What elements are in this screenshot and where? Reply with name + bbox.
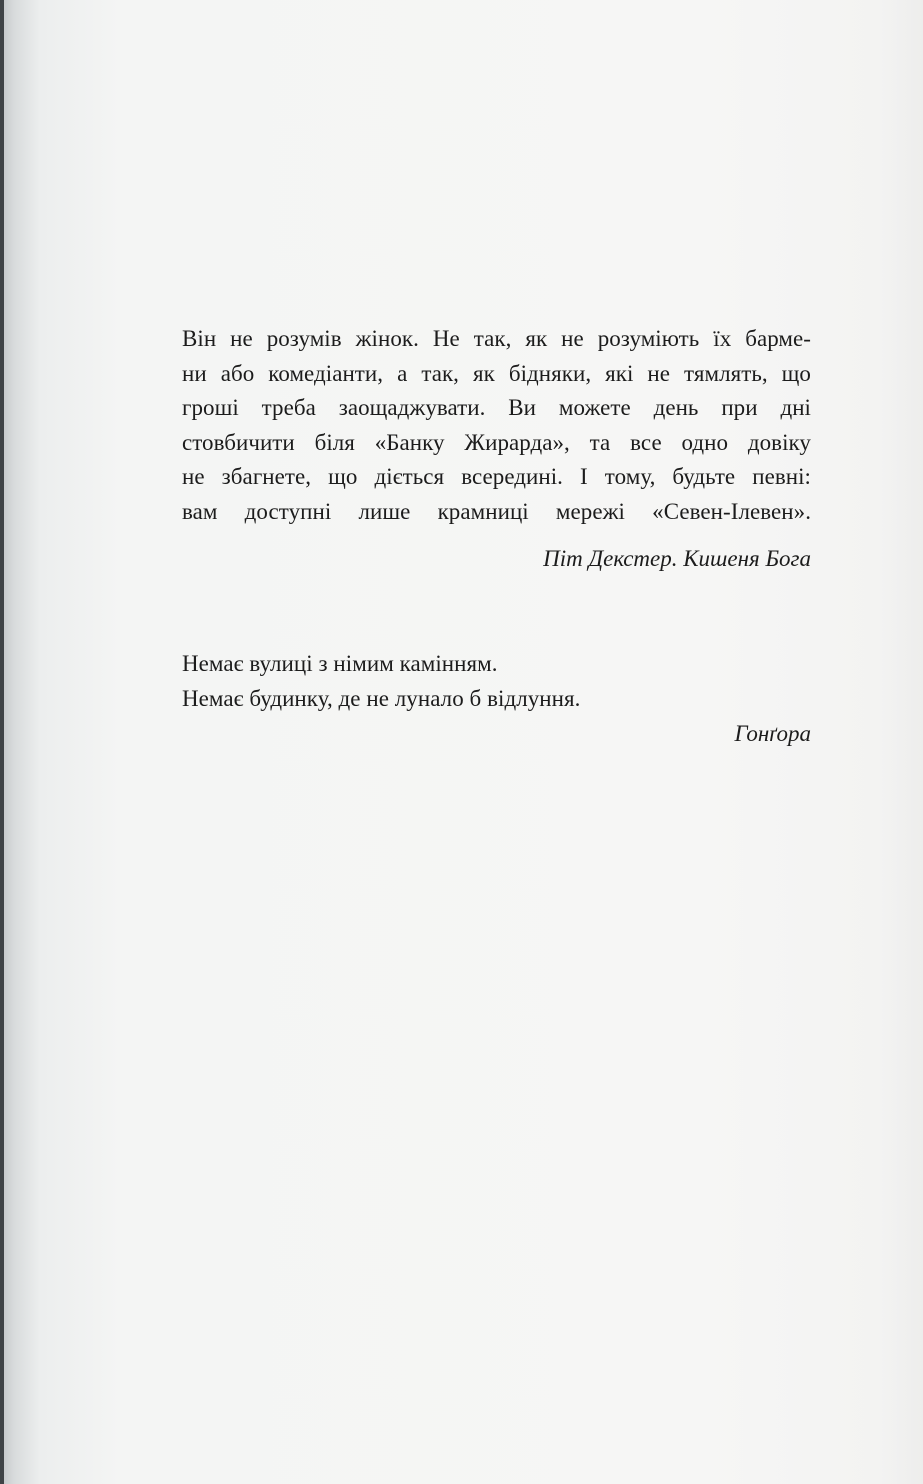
quote-line: Немає будинку, де не лунало б відлуння.: [182, 685, 581, 711]
epigraph-quote: [182, 322, 811, 529]
epigraph-dexter: [182, 322, 811, 576]
epigraph-attribution: Піт Декстер. Кишеня Бога: [543, 546, 811, 571]
epigraph-attribution: Гонґора: [734, 721, 811, 746]
quote-line: вам доступні лише крамниці мережі «Севен-Ілевен».: [182, 498, 811, 524]
quote-line: ни або комедіанти, а так, як бідняки, які не тямлять, що: [182, 360, 811, 386]
quote-line: Він не розумів жінок. Не так, як не розуміють їх бармe-: [182, 326, 811, 351]
quote-line: не збагнете, що діється всередині. І тому, будьте певні:: [182, 464, 811, 489]
epigraph-gongora: [182, 647, 811, 751]
epigraph-quote: [182, 647, 811, 716]
quote-line: гроші треба заощаджувати. Ви можете день при дні: [182, 395, 811, 420]
quote-line: стовбичити біля «Банку Жирарда», та все одно довіку: [182, 429, 811, 455]
quote-line: Немає вулиці з німим камінням.: [182, 651, 498, 676]
